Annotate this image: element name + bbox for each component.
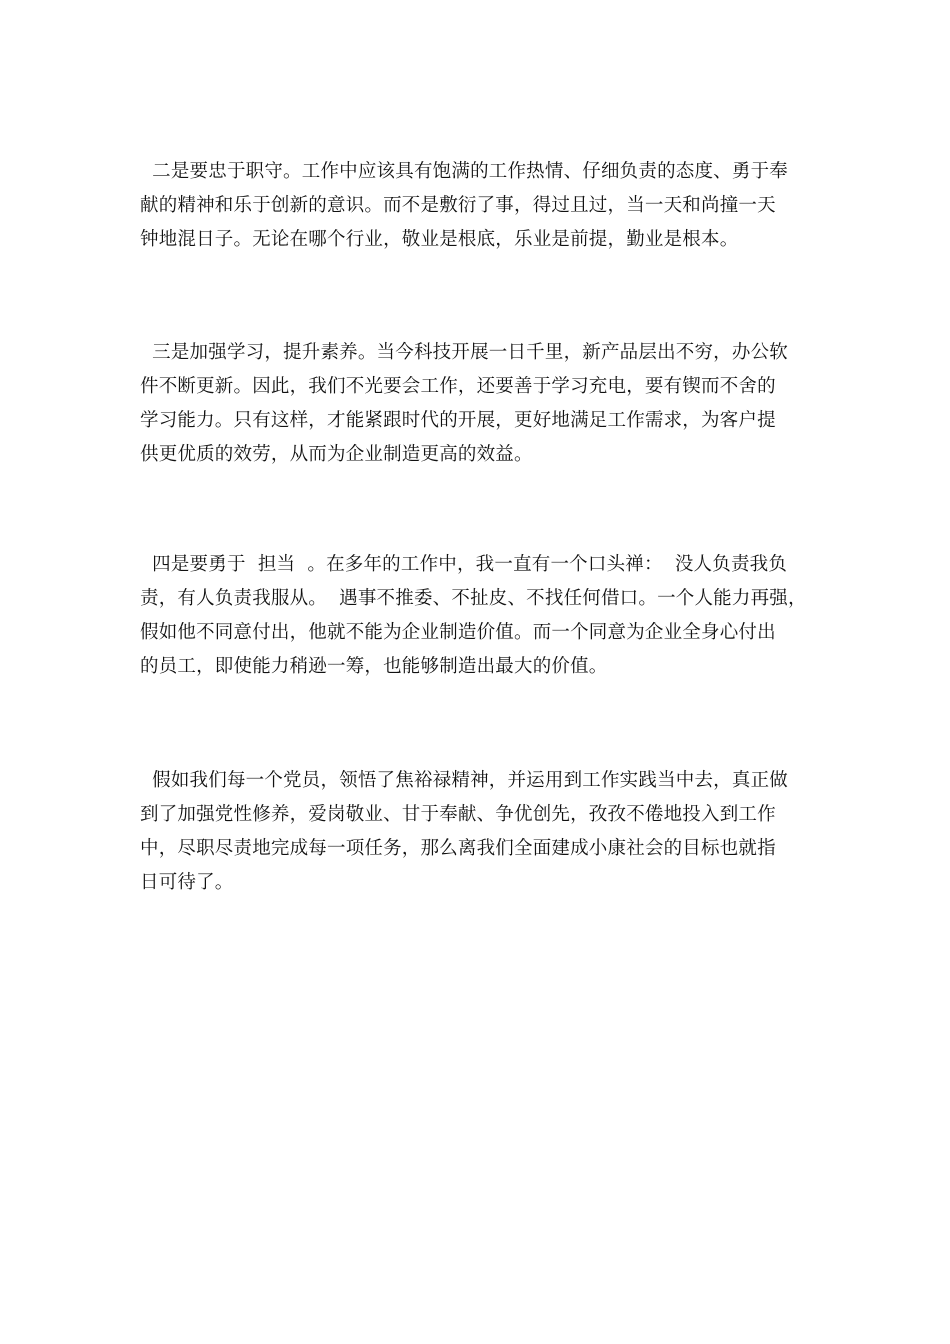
paragraph-line: 献的精神和乐于创新的意识。而不是敷衍了事，得过且过，当一天和尚撞一天 xyxy=(140,195,776,216)
paragraph-learning xyxy=(140,336,820,472)
paragraph-line: 中，尽职尽责地完成每一项任务，那么离我们全面建成小康社会的目标也就指 xyxy=(140,838,776,859)
paragraph-line: 到了加强党性修养，爱岗敬业、甘于奉献、争优创先，孜孜不倦地投入到工作 xyxy=(140,804,776,825)
paragraph-line: 假如他不同意付出，他就不能为企业制造价值。而一个同意为企业全身心付出 xyxy=(140,622,776,643)
paragraph-conclusion xyxy=(140,764,820,900)
paragraph-line: 二是要忠于职守。工作中应该具有饱满的工作热情、仔细负责的态度、勇于奉 xyxy=(140,161,788,182)
paragraph-line: 钟地混日子。无论在哪个行业，敬业是根底，乐业是前提，勤业是根本。 xyxy=(140,229,739,250)
paragraph-line: 供更优质的效劳，从而为企业制造更高的效益。 xyxy=(140,444,533,465)
paragraph-responsibility xyxy=(140,548,820,684)
paragraph-line: 三是加强学习，提升素养。当今科技开展一日千里，新产品层出不穷，办公软 xyxy=(140,342,788,363)
paragraph-loyalty xyxy=(140,155,820,257)
paragraph-line: 日可待了。 xyxy=(140,872,234,893)
paragraph-line: 责，有人负责我服从。 遇事不推委、不扯皮、不找任何借口。一个人能力再强， xyxy=(140,588,807,609)
paragraph-line: 件不断更新。因此，我们不光要会工作，还要善于学习充电，要有锲而不舍的 xyxy=(140,376,776,397)
paragraph-line: 的员工，即使能力稍逊一筹，也能够制造出最大的价值。 xyxy=(140,656,608,677)
paragraph-line: 假如我们每一个党员，领悟了焦裕禄精神，并运用到工作实践当中去，真正做 xyxy=(140,770,788,791)
paragraph-line: 学习能力。只有这样，才能紧跟时代的开展，更好地满足工作需求，为客户提 xyxy=(140,410,776,431)
paragraph-line: 四是要勇于 担当 。在多年的工作中，我一直有一个口头禅： 没人负责我负 xyxy=(140,554,788,575)
